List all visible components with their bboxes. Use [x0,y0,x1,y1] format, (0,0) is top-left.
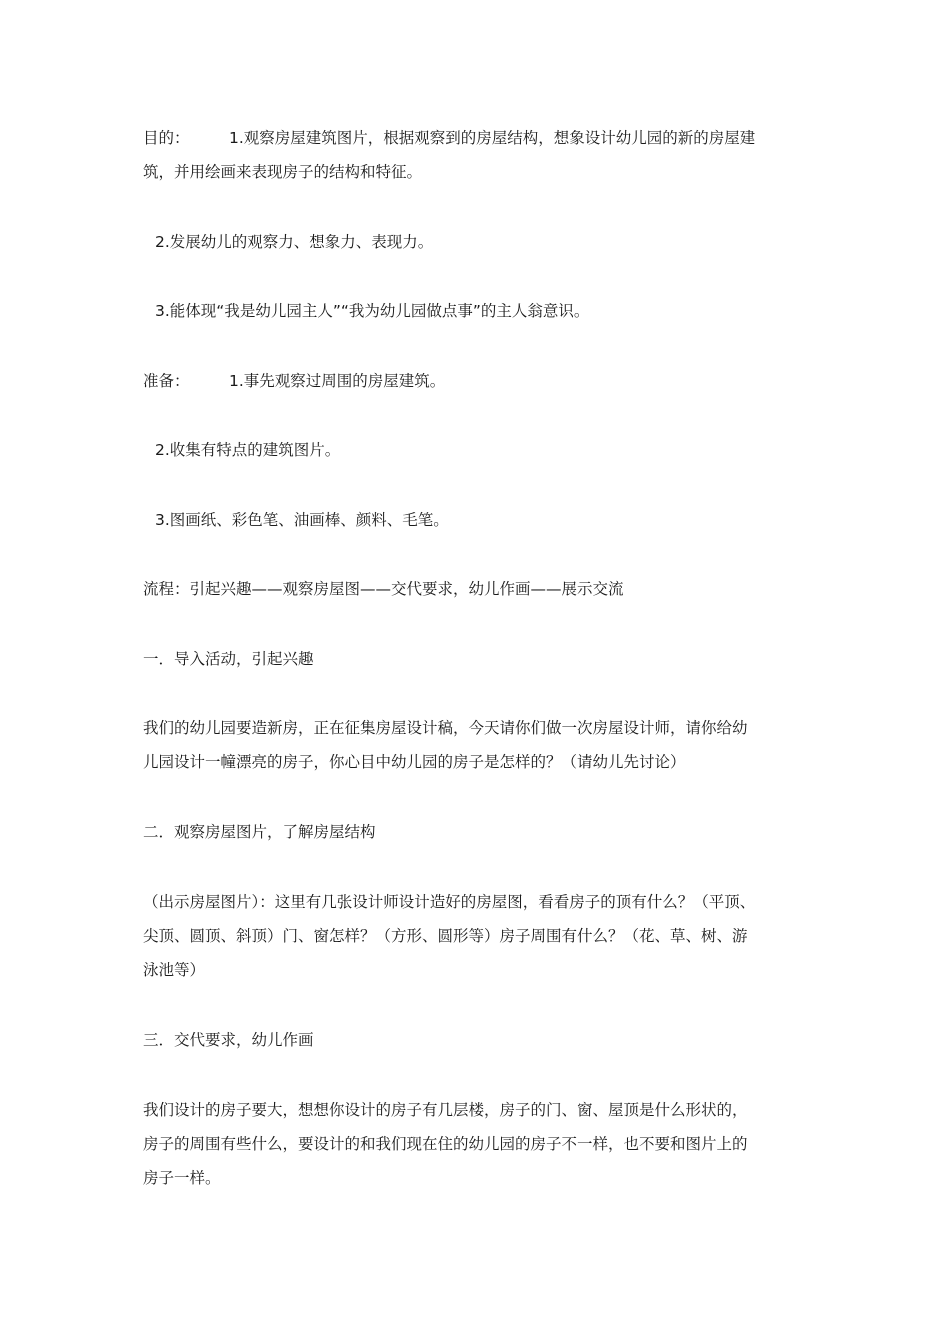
prep-item-2: 2.收集有特点的建筑图片。 [155,441,341,459]
section-3-heading: 三．交代要求，幼儿作画 [143,1031,314,1049]
section-3-body [143,1093,813,1195]
section-3-line-2: 房子的周围有些什么，要设计的和我们现在住的幼儿园的房子不一样，也不要和图片上的 [143,1135,748,1153]
goal-label: 目的： [143,129,190,147]
goal-item-3: 3.能体现“我是幼儿园主人”“我为幼儿园做点事”的主人翁意识。 [155,302,590,320]
flow-line: 流程：引起兴趣——观察房屋图——交代要求，幼儿作画——展示交流 [143,580,624,598]
section-1-body [143,711,813,779]
prep-label: 准备： [143,372,190,390]
goal-item-2: 2.发展幼儿的观察力、想象力、表现力。 [155,233,434,251]
section-2-line-1: （出示房屋图片）：这里有几张设计师设计造好的房屋图，看看房子的顶有什么？（平顶、 [143,893,756,911]
section-1-line-1: 我们的幼儿园要造新房，正在征集房屋设计稿，今天请你们做一次房屋设计师，请你给幼 [143,719,748,737]
prep-item-3: 3.图画纸、彩色笔、油画棒、颜料、毛笔。 [155,511,449,529]
prep-paragraph [143,364,813,398]
section-1-heading: 一．导入活动，引起兴趣 [143,650,314,668]
goal-paragraph [143,121,813,189]
section-2-line-3: 泳池等） [143,961,206,979]
section-2-body [143,885,813,987]
section-3-line-1: 我们设计的房子要大，想想你设计的房子有几层楼，房子的门、窗、屋顶是什么形状的， [143,1101,748,1119]
section-3-line-3: 房子一样。 [143,1169,221,1187]
goal-item-1-line-1: 1.观察房屋建筑图片，根据观察到的房屋结构，想象设计幼儿园的新的房屋建 [229,129,756,147]
section-2-line-2: 尖顶、圆顶、斜顶）门、窗怎样？（方形、圆形等）房子周围有什么？（花、草、树、游 [143,927,748,945]
section-2-heading: 二．观察房屋图片，了解房屋结构 [143,823,376,841]
goal-item-1-line-2: 筑，并用绘画来表现房子的结构和特征。 [143,163,423,181]
section-1-line-2: 儿园设计一幢漂亮的房子，你心目中幼儿园的房子是怎样的？（请幼儿先讨论） [143,753,686,771]
prep-item-1: 1.事先观察过周围的房屋建筑。 [229,372,446,390]
